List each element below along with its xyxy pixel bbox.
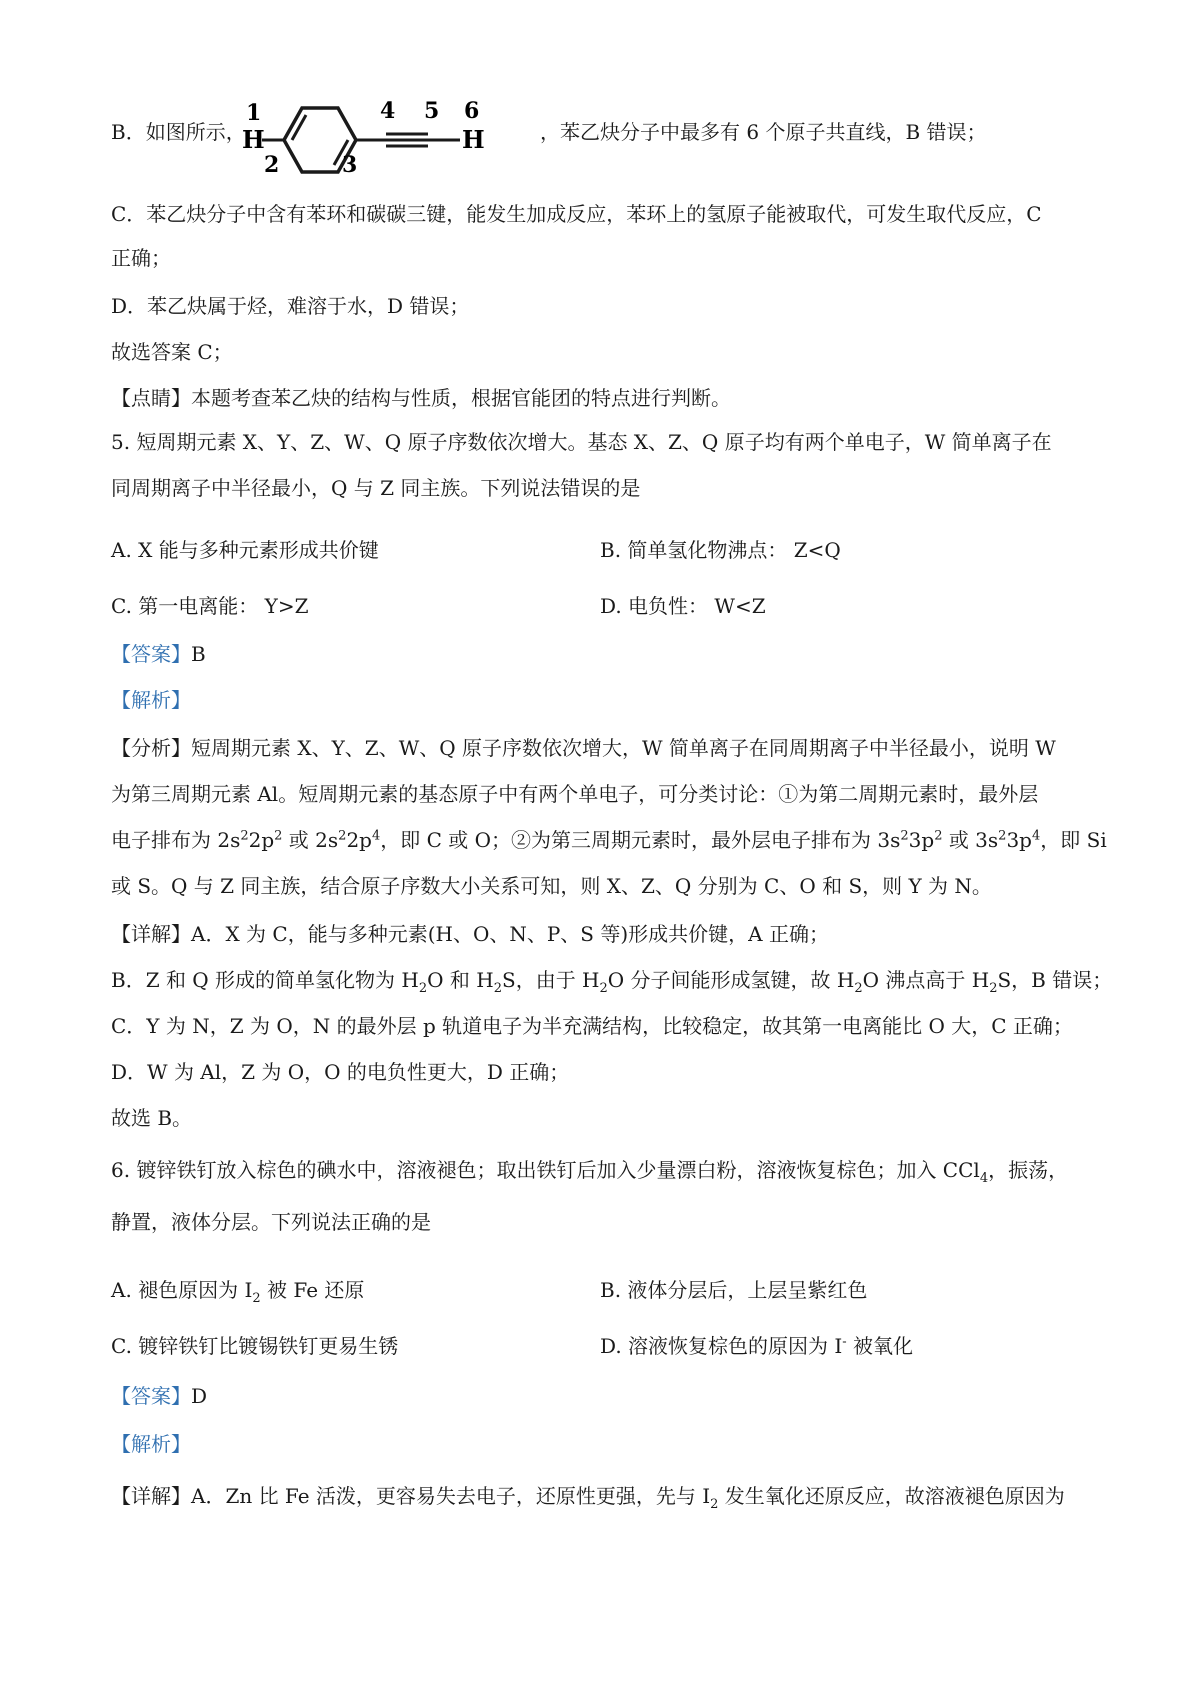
q5-stem-line2: 同周期离子中半径最小，Q 与 Z 同主族。下列说法错误的是 <box>111 476 641 500</box>
q4-option-c-line1: C．苯乙炔分子中含有苯环和碳碳三键，能发生加成反应，苯环上的氢原子能被取代，可发生取代反应，C <box>111 202 1042 226</box>
q5-choose: 故选 B。 <box>111 1106 193 1130</box>
q5-xiangjie-d: D．W 为 Al，Z 为 O，O 的电负性更大，D 正确； <box>111 1060 570 1084</box>
q5-option-b: B. 简单氢化物沸点： Z<Q <box>600 538 841 562</box>
q5-answer-tag: 【答案】 <box>111 642 191 666</box>
q6-option-d: D. 溶液恢复棕色的原因为 I- 被氧化 <box>600 1334 914 1358</box>
atom-index-2: 2 <box>264 152 280 178</box>
q5-fenxi-line1: 【分析】短周期元素 X、Y、Z、W、Q 原子序数依次增大，W 简单离子在同周期离子中半径最小，说明 W <box>111 736 1056 760</box>
q5-analysis-tag: 【解析】 <box>111 688 191 712</box>
q6-option-b: B. 液体分层后，上层呈紫红色 <box>600 1278 868 1302</box>
q6-stem-line2: 静置，液体分层。下列说法正确的是 <box>111 1210 431 1234</box>
atom-index-3: 3 <box>342 152 358 178</box>
q6-option-a: A. 褪色原因为 $I_2$ 被 Fe 还原 <box>111 1278 365 1306</box>
q6-stem-line1: 6. 镀锌铁钉放入棕色的碘水中，溶液褪色；取出铁钉后加入少量漂白粉，溶液恢复棕色；加入 CCl$_4$，振荡， <box>111 1158 1069 1186</box>
q5-answer-value: B <box>191 642 206 666</box>
q5-fenxi-line4: 或 S。Q 与 Z 同主族，结合原子序数大小关系可知，则 X、Z、Q 分别为 C、O 和 S，则 Y 为 N。 <box>111 874 992 898</box>
q5-option-d: D. 电负性： W<Z <box>600 594 766 618</box>
q6-answer-value: D <box>191 1384 208 1408</box>
q6-answer <box>111 1382 207 1410</box>
q5-option-c: C. 第一电离能： Y>Z <box>111 594 309 618</box>
q6-analysis-tag: 【解析】 <box>111 1432 191 1456</box>
q4-option-b-explanation-prefix: B．如图所示， <box>111 120 246 144</box>
q5-answer <box>111 640 206 668</box>
q5-xiangjie-b: B．Z 和 Q 形成的简单氢化物为 $H_2O$ 和 $H_2S$，由于 $H_2O$ 分子间能形成氢键，故 $H_2O$ 沸点高于 $H_2S$，B 错误； <box>111 968 1113 996</box>
atom-h-left: H <box>242 125 265 154</box>
q6-xiangjie-a: 【详解】A．Zn 比 Fe 活泼，更容易失去电子，还原性更强，先与 $I_2$ 发生氧化还原反应，故溶液褪色原因为 <box>111 1484 1065 1512</box>
atom-index-4: 4 <box>380 100 396 124</box>
q4-option-d: D．苯乙炔属于烃，难溶于水，D 错误； <box>111 294 470 318</box>
q5-xiangjie-c: C．Y 为 N，Z 为 O，N 的最外层 p 轨道电子为半充满结构，比较稳定，故其第一电离能比 O 大，C 正确； <box>111 1014 1073 1038</box>
q5-stem-line1: 5. 短周期元素 X、Y、Z、W、Q 原子序数依次增大。基态 X、Z、Q 原子均有两个单电子，W 简单离子在 <box>111 430 1052 454</box>
atom-index-6: 6 <box>464 100 480 124</box>
atom-h-right: H <box>462 125 485 154</box>
atom-index-5: 5 <box>424 100 440 124</box>
q5-fenxi-line2: 为第三周期元素 Al。短周期元素的基态原子中有两个单电子，可分类讨论：①为第二周期元素时，最外层 <box>111 782 1039 806</box>
q4-choose: 故选答案 C； <box>111 340 233 364</box>
q6-answer-tag: 【答案】 <box>111 1384 191 1408</box>
q6-option-c: C. 镀锌铁钉比镀锡铁钉更易生锈 <box>111 1334 399 1358</box>
q5-fenxi-line3: 电子排布为 $2s^22p^2$ 或 $2s^22p^4$，即 C 或 O；②为第三周期元素时，最外层电子排布为 $3s^23p^2$ 或 $3s^23p^4$，即 Si <box>111 828 1107 852</box>
phenylacetylene-structure-figure <box>240 100 530 186</box>
q4-option-c-line2: 正确； <box>111 246 171 270</box>
q4-comment: 【点睛】本题考查苯乙炔的结构与性质，根据官能团的特点进行判断。 <box>111 386 731 410</box>
q5-xiangjie-a: 【详解】A．X 为 C，能与多种元素(H、O、N、P、S 等)形成共价键，A 正确； <box>111 922 829 946</box>
q5-option-a: A. X 能与多种元素形成共价键 <box>111 538 379 562</box>
atom-index-1: 1 <box>246 100 262 126</box>
q4-option-b-explanation-suffix: ，苯乙炔分子中最多有 6 个原子共直线，B 错误； <box>540 120 987 144</box>
